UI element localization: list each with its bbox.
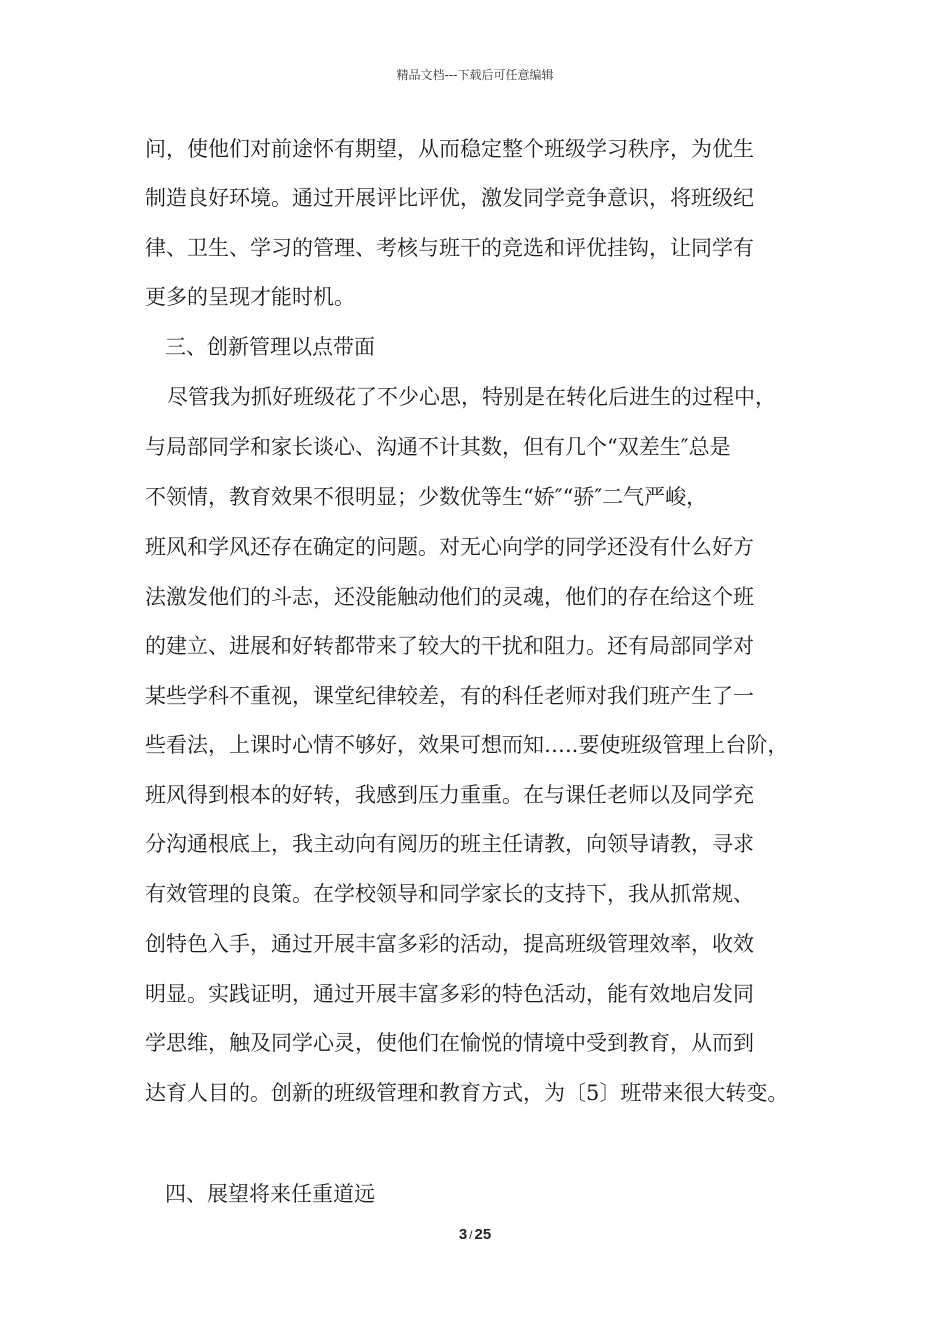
page-separator: / — [469, 1228, 473, 1242]
text-line: 不领情，教育效果不很明显；少数优等生“娇″“骄″二气严峻， — [145, 485, 708, 509]
page-header: 精品文档---下载后可任意编辑 — [396, 68, 554, 82]
current-page: 3 — [458, 1226, 468, 1243]
text-line: 达育人目的。创新的班级管理和教育方式，为〔5〕班带来很大转变。 — [145, 1081, 789, 1105]
text-line: 班风得到根本的好转，我感到压力重重。在与课任老师以及同学充 — [145, 783, 754, 807]
text-line: 学思维，触及同学心灵，使他们在愉悦的情境中受到教育，从而到 — [145, 1031, 754, 1055]
text-line: 些看法，上课时心情不够好，效果可想而知…..要使班级管理上台阶， — [145, 733, 789, 757]
text-line: 与局部同学和家长谈心、沟通不计其数，但有几个“双差生″总是 — [145, 435, 731, 459]
text-line: 明显。实践证明，通过开展丰富多彩的特色活动，能有效地启发同 — [145, 982, 754, 1006]
text-line: 制造良好环境。通过开展评比评优，激发同学竞争意识，将班级纪 — [145, 186, 754, 210]
paragraph-first-line: 尽管我为抓好班级花了不少心思，特别是在转化后进生的过程中， — [167, 385, 776, 409]
section-heading-3: 三、创新管理以点带面 — [165, 335, 375, 359]
total-pages: 25 — [474, 1226, 492, 1243]
section-heading-4: 四、展望将来任重道远 — [165, 1182, 375, 1206]
text-line: 班风和学风还存在确定的问题。对无心向学的同学还没有什么好方 — [145, 535, 754, 559]
text-line: 法激发他们的斗志，还没能触动他们的灵魂，他们的存在给这个班 — [145, 585, 754, 609]
page-number — [0, 1226, 950, 1243]
text-line: 分沟通根底上，我主动向有阅历的班主任请教，向领导请教，寻求 — [145, 832, 754, 856]
text-line: 更多的呈现才能时机。 — [145, 285, 355, 309]
text-line: 有效管理的良策。在学校领导和同学家长的支持下，我从抓常规、 — [145, 882, 754, 906]
text-line: 某些学科不重视，课堂纪律较差，有的科任老师对我们班产生了一 — [145, 684, 754, 708]
text-line: 创特色入手，通过开展丰富多彩的活动，提高班级管理效率，收效 — [145, 932, 754, 956]
text-line: 的建立、进展和好转都带来了较大的干扰和阻力。还有局部同学对 — [145, 634, 754, 658]
text-line: 律、卫生、学习的管理、考核与班干的竞选和评优挂钩，让同学有 — [145, 236, 754, 260]
text-line: 问，使他们对前途怀有期望，从而稳定整个班级学习秩序，为优生 — [145, 137, 754, 161]
